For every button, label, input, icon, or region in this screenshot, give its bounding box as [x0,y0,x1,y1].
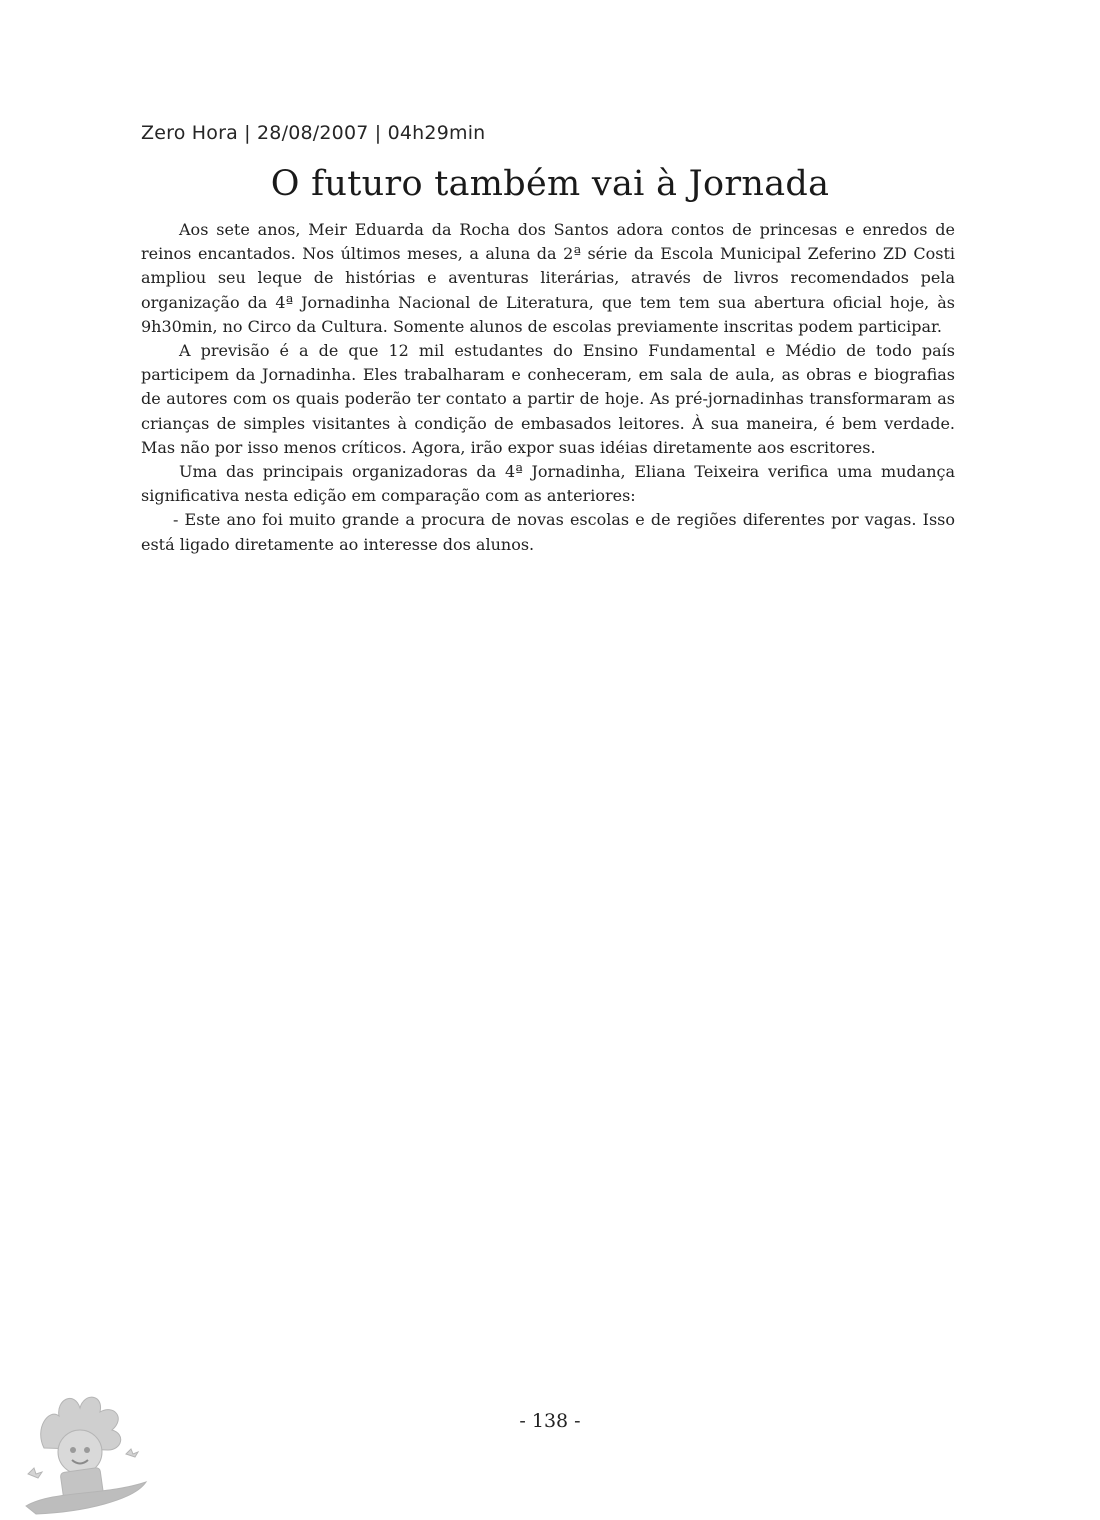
article-headline: O futuro também vai à Jornada [270,164,830,204]
article-paragraph: Aos sete anos, Meir Eduarda da Rocha dos Santos adora contos de princesas e enredos de reinos encantados. Nos últimos meses, a aluna da 2ª série da Escola Municipal Zeferino ZD Costi ampliou seu leque de histórias e aventuras literárias, através de livros recomendados pela organização da 4ª Jornadinha Nacional de Literatura, que tem tem sua abertura oficial hoje, às 9h30min, no Circo da Cultura. Somente alunos de escolas previamente inscritas podem participar. [141,220,955,336]
article-body [141,218,955,557]
jornadinha-mascot-icon [14,1378,156,1516]
source-line: Zero Hora | 28/08/2007 | 04h29min [141,122,486,144]
page-number: - 138 - [519,1410,581,1432]
article-paragraph: Uma das principais organizadoras da 4ª Jornadinha, Eliana Teixeira verifica uma mudança significativa nesta edição em comparação com as anteriores: [141,462,955,506]
article-quote: - Este ano foi muito grande a procura de novas escolas e de regiões diferentes por vagas. Isso está ligado diretamente ao interesse dos alunos. [141,510,955,554]
article-paragraph: A previsão é a de que 12 mil estudantes do Ensino Fundamental e Médio de todo país participem da Jornadinha. Eles trabalharam e conheceram, em sala de aula, as obras e biografias de autores com os quais poderão ter contato a partir de hoje. As pré-jornadinhas transformaram as crianças de simples visitantes à condição de embasados leitores. À sua maneira, é bem verdade. Mas não por isso menos críticos. Agora, irão expor suas idéias diretamente aos escritores. [141,341,955,457]
